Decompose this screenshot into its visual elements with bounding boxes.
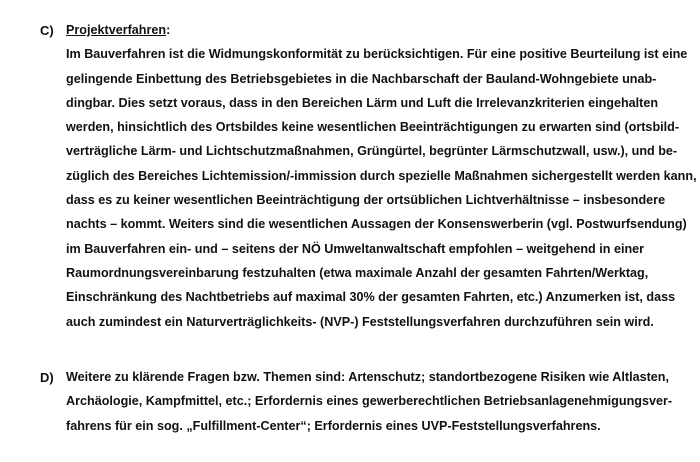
section-c-heading-line [66,18,697,42]
section-c-marker: C) [40,23,54,38]
paragraph-line: dass es zu keiner wesentlichen Beeinträchtigung der ortsüblichen Lichtverhältnisse – insbesondere [66,193,666,208]
paragraph-line: Weitere zu klärende Fragen bzw. Themen sind: Artenschutz; standortbezogene Risiken wie Altlasten, [66,370,669,384]
paragraph-line: Einschränkung des Nachtbetriebs auf maximal 30% der gesamten Fahrten, etc.) Anzumerken ist, dass [66,290,676,305]
paragraph-line: auch zumindest ein Naturverträglichkeits- (NVP-) Feststellungsverfahren durchzuführen sein wird. [66,314,654,329]
section-d-marker: D) [40,370,54,385]
paragraph-line: verträgliche Lärm- und Lichtschutzmaßnahmen, Grüngürtel, begrünter Lärmschutzwall, usw.), und be- [66,144,678,159]
paragraph-line: gelingende Einbettung des Betriebsgebietes in die Nachbarschaft der Bauland-Wohngebiete unab- [66,71,657,86]
section-c-heading-row [40,18,697,334]
paragraph-line: Archäologie, Kampfmittel, etc.; Erfordernis eines gewerberechtlichen Betriebsanlagenehmigungsver- [66,394,673,409]
paragraph-line: fahrens für ein sog. „Fulfillment-Center“; Erfordernis eines UVP-Feststellungsverfahrens. [66,418,601,433]
section-d-content [66,365,680,438]
section-c-heading-colon: : [166,23,171,37]
paragraph-line: im Bauverfahren ein- und – seitens der NÖ Umweltanwaltschaft empfohlen – weitgehend in einer [66,241,645,256]
section-d-row [40,365,680,438]
section-d [40,365,680,438]
paragraph-line: Im Bauverfahren ist die Widmungskonformität zu berücksichtigen. Für eine positive Beurteilung ist eine [66,47,688,62]
paragraph-line: Raumordnungsvereinbarung festzuhalten (etwa maximale Anzahl der gesamten Fahrten/Werktag, [66,265,649,280]
paragraph-line: dingbar. Dies setzt voraus, dass in den Bereichen Lärm und Luft die Irrelevanzkriterien eingehalten [66,95,659,110]
paragraph-line: züglich des Bereiches Lichtemission/-immission durch spezielle Maßnahmen sichergestellt werden kann, [66,168,697,183]
section-c-content [66,18,697,334]
section-c [40,18,697,334]
section-c-heading: Projektverfahren [66,23,167,37]
paragraph-line: werden, hinsichtlich des Ortsbildes keine wesentlichen Beeinträchtigungen zu erwarten sind (ortsbild- [66,120,680,135]
paragraph-line: nachts – kommt. Weiters sind die wesentlichen Aussagen der Konsenswerberin (vgl. Postwurfsendung) [66,217,687,232]
